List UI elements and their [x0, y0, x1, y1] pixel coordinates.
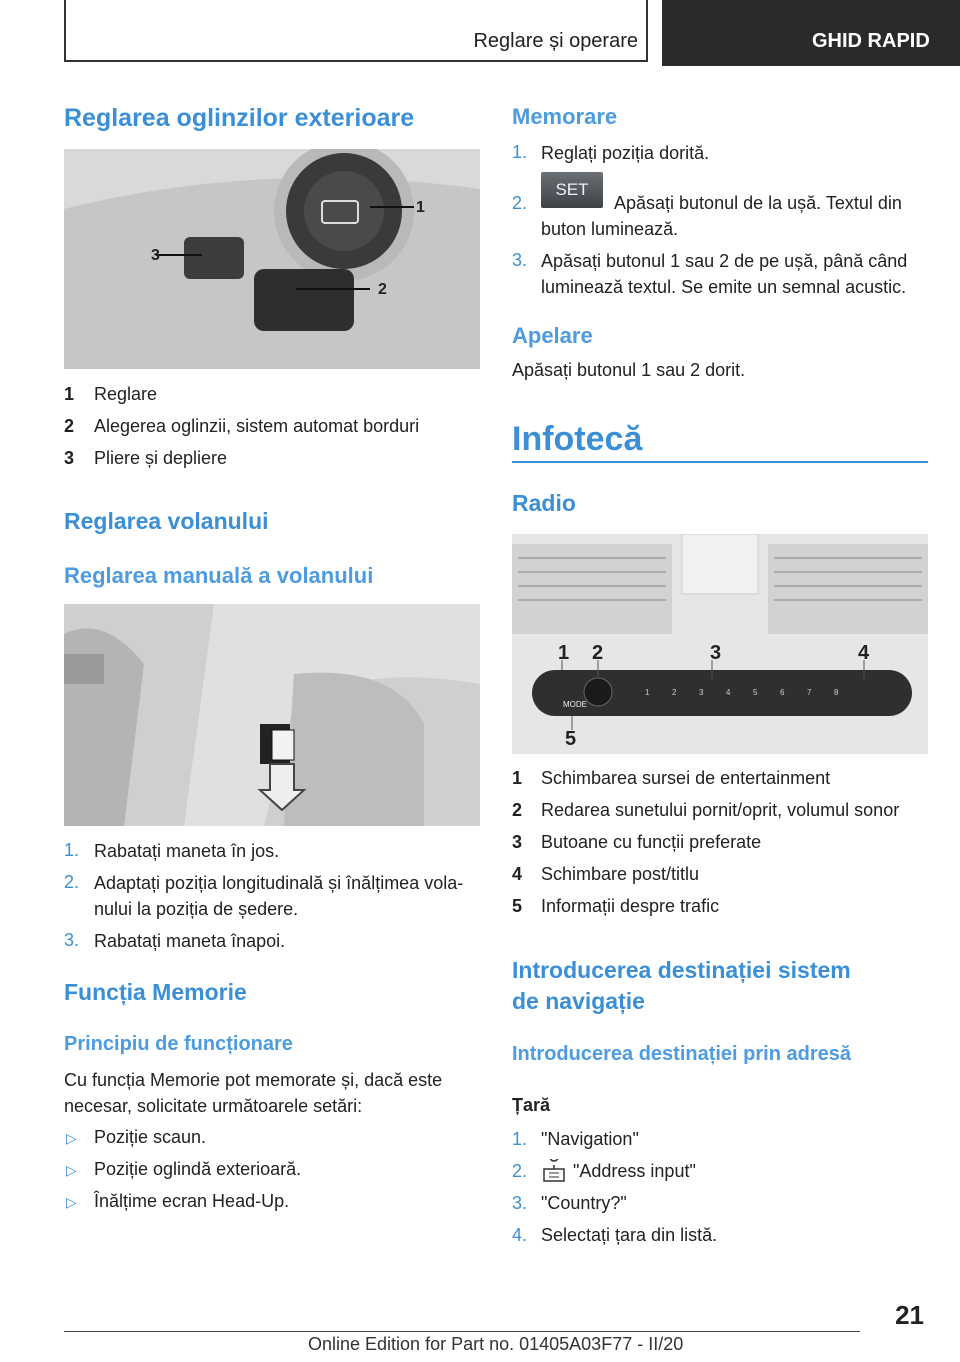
radio-preset-7: 7: [807, 688, 812, 697]
radio-item-text: Schimbarea sursei de entertainment: [541, 768, 831, 788]
step-text: Apăsați butonul 1 sau 2 de pe ușă, până când: [541, 251, 908, 271]
step-number: 1.: [64, 840, 80, 860]
step-number: 2.: [512, 1161, 528, 1181]
radio-callout-1: 1: [558, 642, 570, 664]
mirror-callout-1: 1: [416, 199, 425, 216]
step-number: 3.: [512, 250, 528, 270]
mirror-item-text: Alegerea oglinzii, sistem automat borduri: [94, 416, 420, 436]
step-text-continued: luminează textul. Se emite un semnal acustic.: [541, 277, 907, 297]
header-tab-quick-guide: GHID RAPID: [662, 0, 960, 66]
radio-item-number: 1: [512, 768, 523, 788]
principle-text-line2: necesar, solicitate următoarele setări:: [64, 1096, 363, 1116]
nav-heading-line1: Introducerea destinației sistem: [512, 957, 851, 983]
bullet-text: Înălțime ecran Head-Up.: [94, 1191, 290, 1211]
step-text-continued: buton luminează.: [541, 219, 679, 239]
bullet-triangle-icon: ▷: [66, 1162, 77, 1178]
step-text: "Navigation": [541, 1129, 639, 1149]
bullet-text: Poziție scaun.: [94, 1127, 207, 1147]
step-text: "Address input": [573, 1161, 696, 1181]
radio-item-text: Butoane cu funcții preferate: [541, 832, 762, 852]
steering-lever-figure: [64, 604, 480, 826]
step-text: Adaptați poziția longitudinală și înălțimea vola-: [94, 873, 464, 893]
radio-callout-3: 3: [710, 642, 722, 664]
radio-item-text: Redarea sunetului pornit/oprit, volumul sonor: [541, 800, 900, 820]
radio-preset-3: 3: [699, 688, 704, 697]
mirror-item-number: 2: [64, 416, 75, 436]
radio-callout-2: 2: [592, 642, 604, 664]
step-text: Rabatați maneta înapoi.: [94, 931, 286, 951]
store-heading: Memorare: [512, 104, 618, 129]
set-button-icon: SET: [541, 172, 603, 208]
mirror-item-number: 1: [64, 384, 75, 404]
radio-callout-5: 5: [565, 728, 577, 750]
recall-heading: Apelare: [512, 323, 593, 348]
mirror-controls-figure: [64, 149, 480, 369]
step-text: Selectați țara din listă.: [541, 1225, 718, 1245]
radio-preset-4: 4: [726, 688, 731, 697]
steering-heading: Reglarea volanului: [64, 508, 269, 534]
mirror-item-number: 3: [64, 448, 75, 468]
step-number: 3.: [64, 930, 80, 950]
recall-text: Apăsați butonul 1 sau 2 dorit.: [512, 360, 746, 380]
step-text: Rabatați maneta în jos.: [94, 841, 280, 861]
step-number: 4.: [512, 1225, 528, 1245]
step-text: "Country?": [541, 1193, 627, 1213]
mirror-item-text: Pliere și depliere: [94, 448, 228, 468]
radio-item-number: 5: [512, 896, 523, 916]
navigation-address-icon: [541, 1159, 567, 1188]
country-label: Țară: [512, 1095, 551, 1115]
bullet-triangle-icon: ▷: [66, 1130, 77, 1146]
header-section-title: Reglare și operare: [473, 30, 638, 52]
radio-preset-6: 6: [780, 688, 785, 697]
page-number: 21: [895, 1300, 924, 1330]
radio-heading: Radio: [512, 490, 576, 516]
radio-preset-1: 1: [645, 688, 650, 697]
step-text-continued: nului la poziția de ședere.: [94, 899, 299, 919]
step-number: 2.: [64, 872, 80, 892]
radio-item-number: 2: [512, 800, 523, 820]
memory-heading: Funcția Memorie: [64, 979, 247, 1005]
bullet-text: Poziție oglindă exterioară.: [94, 1159, 302, 1179]
footer-edition: Online Edition for Part no. 01405A03F77 - II/20: [308, 1334, 684, 1354]
step-number: 2.: [512, 193, 528, 213]
radio-item-text: Schimbare post/titlu: [541, 864, 700, 884]
radio-preset-5: 5: [753, 688, 758, 697]
mirror-callout-3: 3: [151, 247, 160, 264]
mirrors-heading: Reglarea oglinzilor exterioare: [64, 104, 415, 132]
infotainment-heading: Infotecă: [512, 420, 643, 458]
step-number: 3.: [512, 1193, 528, 1213]
footer-rule: [64, 1331, 860, 1332]
radio-item-text: Informații despre trafic: [541, 896, 720, 916]
step-text: Apăsați butonul de la ușă. Textul din: [614, 193, 902, 213]
mirror-item-text: Reglare: [94, 384, 158, 404]
step-number: 1.: [512, 1129, 528, 1149]
nav-heading-line2: de navigație: [512, 988, 645, 1014]
step-text: Reglați poziția dorită.: [541, 143, 710, 163]
radio-item-number: 3: [512, 832, 523, 852]
principle-heading: Principiu de funcționare: [64, 1033, 293, 1055]
bullet-triangle-icon: ▷: [66, 1194, 77, 1210]
radio-preset-8: 8: [834, 688, 839, 697]
radio-mode-button: MODE: [563, 700, 587, 709]
steering-subheading: Reglarea manuală a volanului: [64, 563, 374, 588]
principle-text-line1: Cu funcția Memorie pot memorate și, dacă este: [64, 1070, 443, 1090]
radio-preset-2: 2: [672, 688, 677, 697]
mirror-callout-2: 2: [378, 281, 387, 298]
heading-rule: [512, 461, 928, 463]
radio-callout-4: 4: [858, 642, 870, 664]
step-number: 1.: [512, 142, 528, 162]
radio-item-number: 4: [512, 864, 523, 884]
address-heading: Introducerea destinației prin adresă: [512, 1043, 851, 1065]
